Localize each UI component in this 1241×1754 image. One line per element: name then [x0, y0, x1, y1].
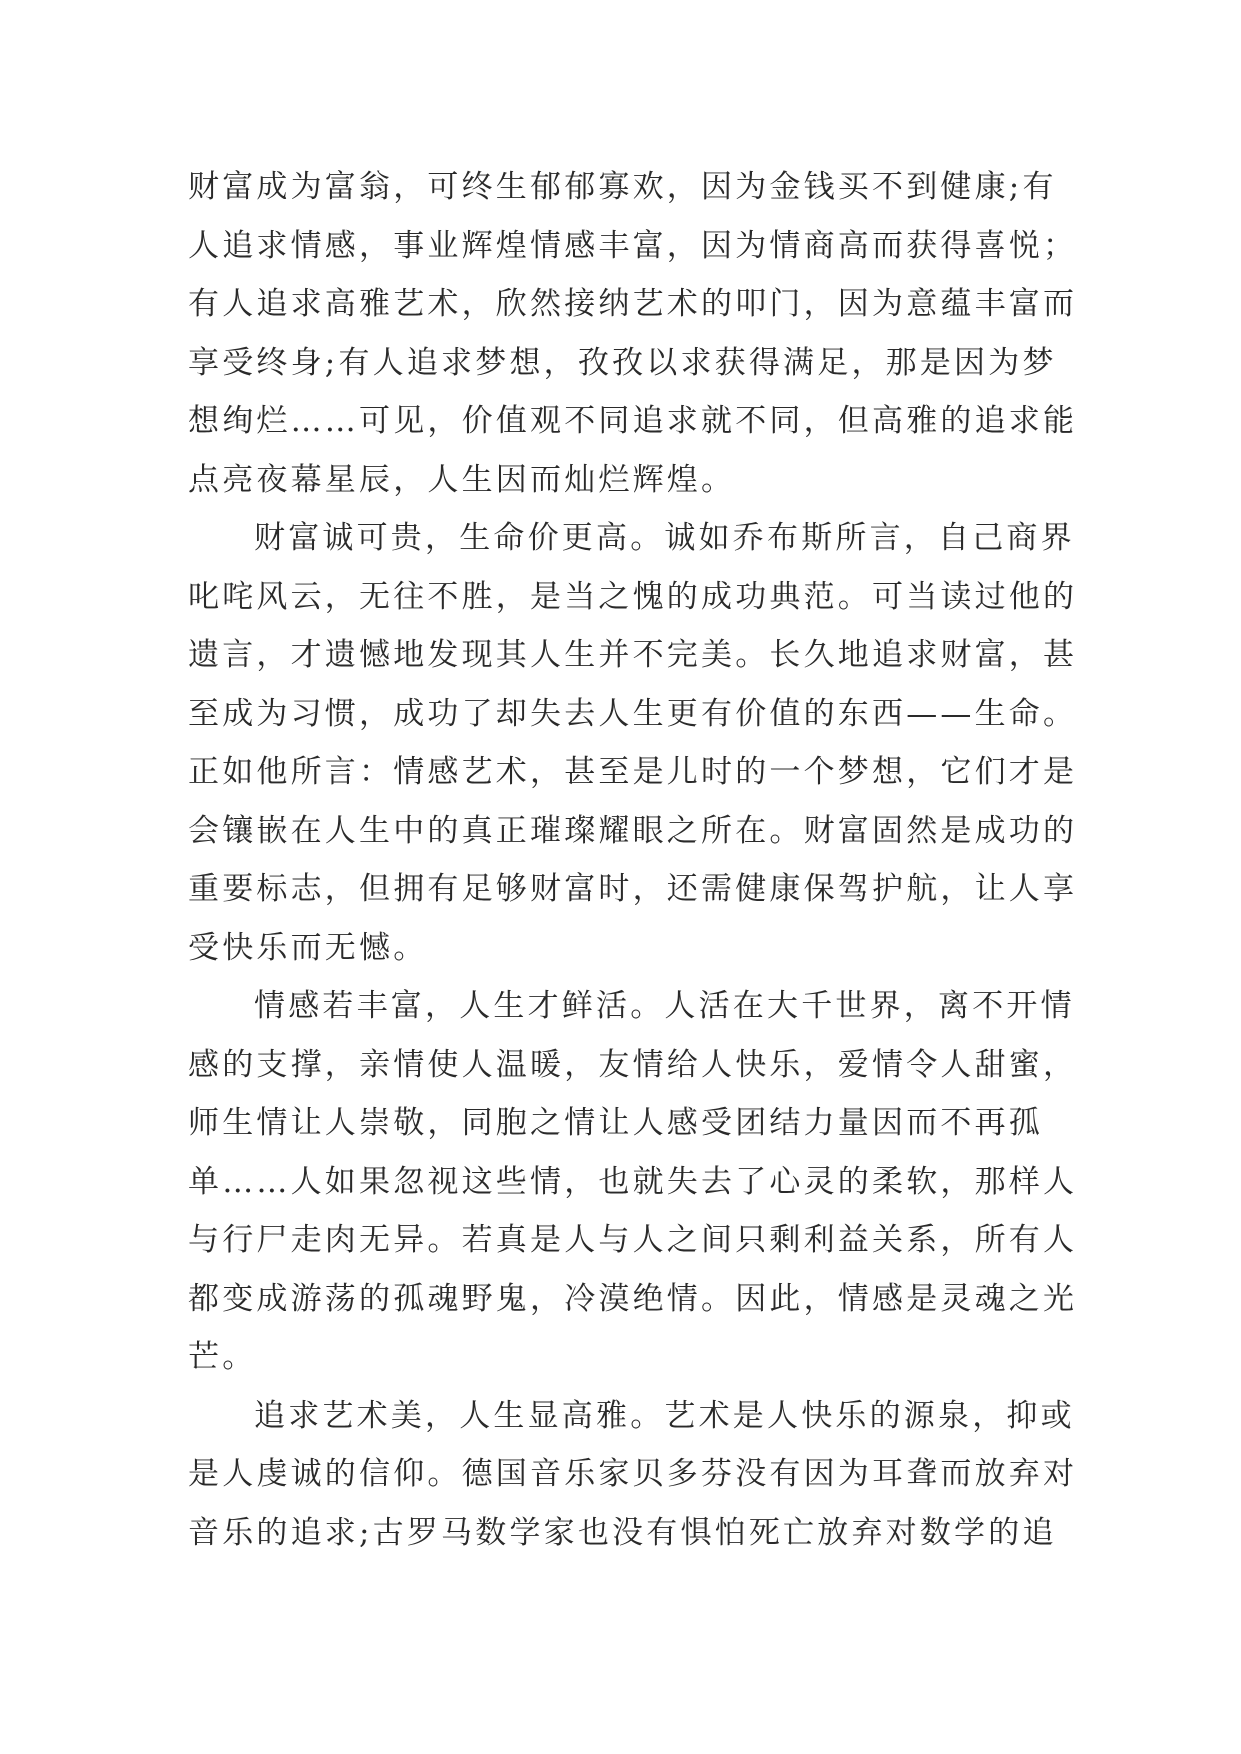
- text-line: 人追求情感，事业辉煌情感丰富，因为情商高而获得喜悦；: [188, 227, 1078, 264]
- text-line: 会镶嵌在人生中的真正璀璨耀眼之所在。财富固然是成功的: [188, 812, 1078, 849]
- text-line: 至成为习惯，成功了却失去人生更有价值的东西——生命。: [188, 695, 1078, 732]
- text-line: 师生情让人崇敬，同胞之情让人感受团结力量因而不再孤: [188, 1105, 1043, 1141]
- text-line: 叱咤风云，无往不胜，是当之愧的成功典范。可当读过他的: [188, 578, 1078, 615]
- essay-body: [188, 158, 1078, 1562]
- text-line: 追求艺术美，人生显高雅。艺术是人快乐的源泉，抑或: [254, 1397, 1075, 1434]
- text-line: 是人虔诚的信仰。德国音乐家贝多芬没有因为耳聋而放弃对: [188, 1456, 1078, 1492]
- text-line: 享受终身;有人追求梦想，孜孜以求获得满足，那是因为梦: [188, 344, 1057, 381]
- text-line: 重要标志，但拥有足够财富时，还需健康保驾护航，让人享: [188, 871, 1078, 907]
- text-line: 受快乐而无憾。: [188, 929, 428, 966]
- text-line: 单……人如果忽视这些情，也就失去了心灵的柔软，那样人: [188, 1163, 1078, 1200]
- text-line: 与行尸走肉无异。若真是人与人之间只剩利益关系，所有人: [188, 1222, 1078, 1258]
- text-line: 有人追求高雅艺术，欣然接纳艺术的叩门，因为意蕴丰富而: [188, 286, 1078, 322]
- paragraph: [188, 977, 1078, 1387]
- text-line: 音乐的追求;古罗马数学家也没有惧怕死亡放弃对数学的追: [188, 1514, 1057, 1551]
- text-line: 点亮夜幕星辰，人生因而灿烂辉煌。: [188, 461, 736, 498]
- text-line: 芒。: [188, 1339, 257, 1375]
- text-line: 想绚烂……可见，价值观不同追求就不同，但高雅的追求能: [188, 403, 1078, 439]
- paragraph: [188, 158, 1078, 509]
- text-line: 都变成游荡的孤魂野鬼，冷漠绝情。因此，情感是灵魂之光: [188, 1280, 1078, 1317]
- text-line: 情感若丰富，人生才鲜活。人活在大千世界，离不开情: [254, 988, 1075, 1024]
- text-line: 遗言，才遗憾地发现其人生并不完美。长久地追求财富，甚: [188, 637, 1078, 673]
- paragraph: [188, 1387, 1078, 1563]
- text-line: 正如他所言：情感艺术，甚至是儿时的一个梦想，它们才是: [188, 754, 1078, 790]
- text-line: 财富成为富翁，可终生郁郁寡欢，因为金钱买不到健康;有: [188, 169, 1057, 205]
- text-line: 财富诚可贵，生命价更高。诚如乔布斯所言，自己商界: [254, 520, 1075, 556]
- text-line: 感的支撑，亲情使人温暖，友情给人快乐，爱情令人甜蜜，: [188, 1046, 1078, 1083]
- paragraph: [188, 509, 1078, 977]
